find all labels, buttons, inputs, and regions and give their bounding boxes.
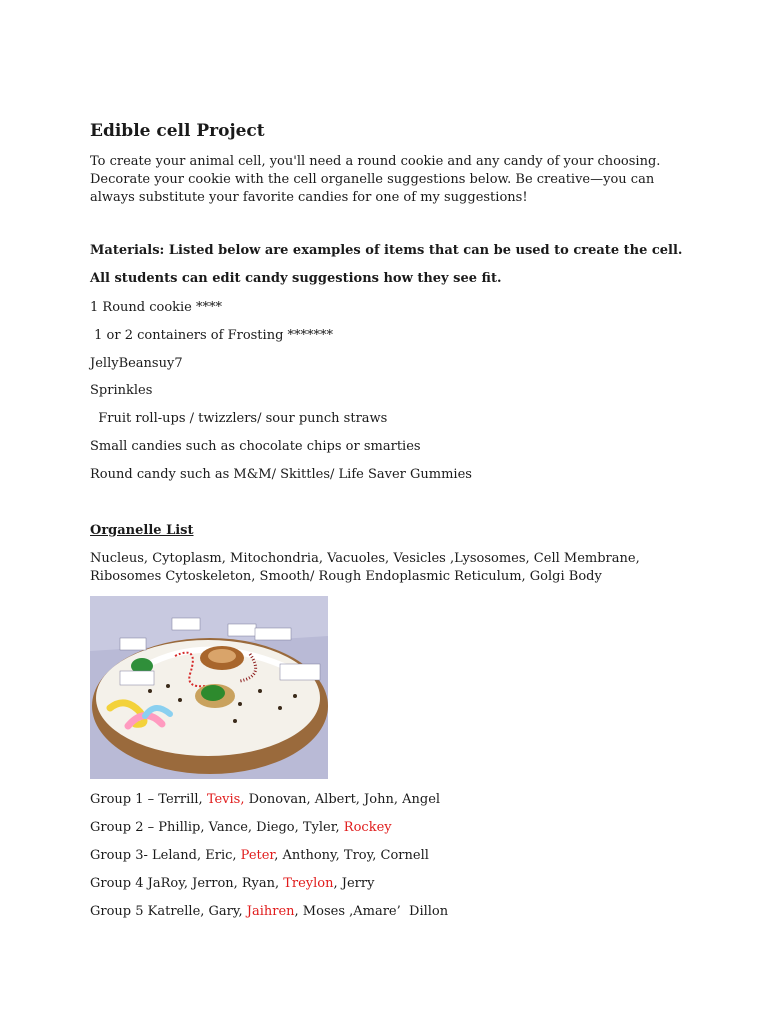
material-item: Fruit roll-ups / twizzlers/ sour punch straws [90, 411, 388, 426]
cell-cookie-photo [90, 596, 328, 779]
group-line-2: Group 2 – Phillip, Vance, Diego, Tyler, Rockey [90, 820, 392, 835]
group-line-3: Group 3- Leland, Eric, Peter, Anthony, Troy, Cornell [90, 848, 429, 863]
materials-heading: Materials: Listed below are examples of items that can be used to create the cell. [90, 243, 683, 258]
material-item: JellyBeansuy7 [90, 356, 183, 371]
organelle-list-text: Nucleus, Cytoplasm, Mitochondria, Vacuoles, Vesicles ,Lysosomes, Cell Membrane, Ribosomes Cytoskeleton, Smooth/ Rough Endoplasmic Reticulum, Golgi Body [90, 551, 640, 584]
material-item: 1 or 2 containers of Frosting ******* [90, 328, 334, 343]
organelle-list-heading: Organelle List [90, 523, 194, 538]
material-item: Round candy such as M&M/ Skittles/ Life Saver Gummies [90, 467, 472, 482]
group-line-4: Group 4 JaRoy, Jerron, Ryan, Treylon, Jerry [90, 876, 375, 891]
material-item: Small candies such as chocolate chips or smarties [90, 439, 421, 454]
intro-paragraph: To create your animal cell, you'll need a round cookie and any candy of your choosing. Decorate your cookie with the cell organelle suggestions below. Be creative—you can always substitute your favorite candies for one of my suggestions! [90, 154, 661, 205]
group-line-5: Group 5 Katrelle, Gary, Jaihren, Moses ,Amare’ Dillon [90, 904, 449, 919]
group-line-1: Group 1 – Terrill, Tevis, Donovan, Albert, John, Angel [90, 792, 441, 807]
page-title: Edible cell Project [90, 121, 265, 141]
materials-note: All students can edit candy suggestions how they see fit. [90, 271, 502, 286]
material-item: 1 Round cookie **** [90, 300, 223, 315]
cell-cookie-illustration [90, 596, 328, 779]
material-item: Sprinkles [90, 383, 153, 398]
